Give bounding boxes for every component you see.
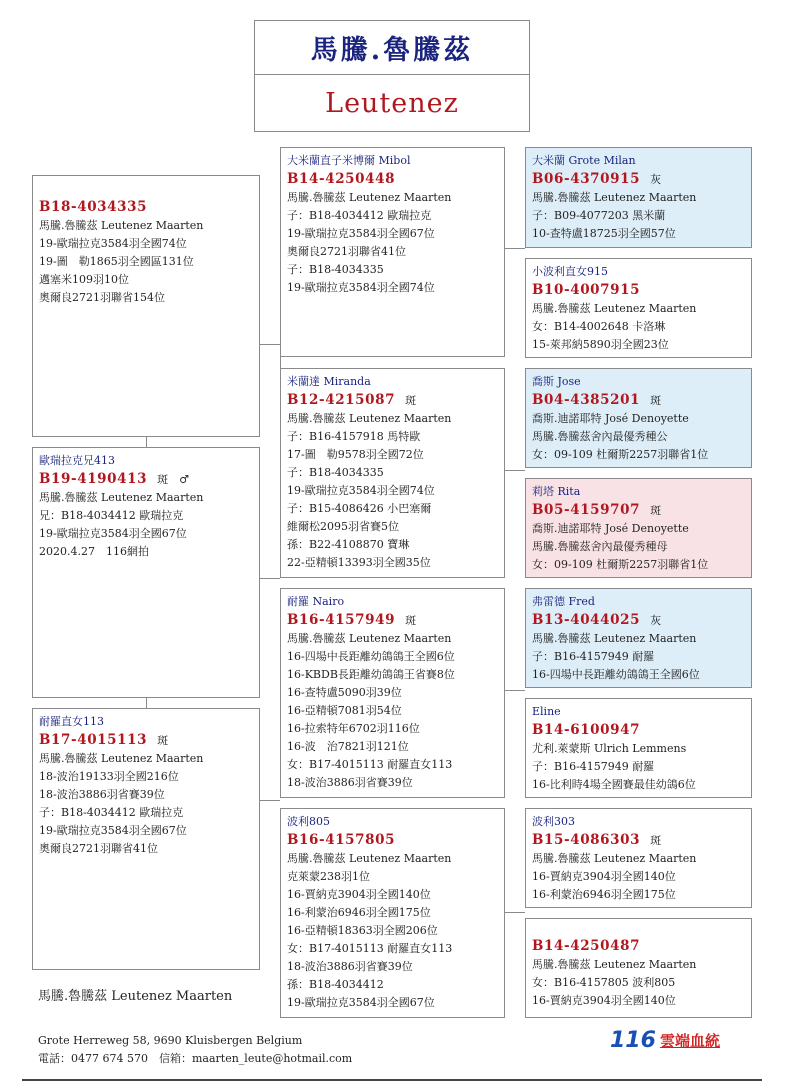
connector-p2-g <box>505 470 525 471</box>
info-line: 18-波治3886羽省賽39位 <box>39 788 165 801</box>
info-line: 馬騰.魯騰茲舍內最優秀種公 <box>532 430 668 443</box>
info-line: 兄：B18-4034412 歐瑞拉克 <box>39 509 184 522</box>
info-line: 17-圖 勒9578羽全國72位 <box>287 448 424 461</box>
pedigree-card-subject-bottom <box>32 708 260 970</box>
connector-p3-g <box>505 690 525 691</box>
contact-block <box>38 1032 352 1068</box>
pigeon-name: 莉塔 Rita <box>532 485 581 498</box>
footer-divider <box>22 1079 762 1081</box>
pedigree-card-grand-8 <box>525 918 752 1018</box>
pigeon-name: 波利303 <box>532 815 575 828</box>
pigeon-name: 耐羅直女113 <box>39 715 104 728</box>
info-line: 女：B17-4015113 耐羅直女113 <box>287 942 453 955</box>
ring-number: B12-4215087 斑 <box>287 392 417 408</box>
info-line: 16-拉索特年6702羽116位 <box>287 722 420 735</box>
pedigree-card-parent-1 <box>280 147 505 357</box>
info-line: 喬斯.迪諾耶特 José Denoyette <box>532 412 689 425</box>
loft-name-english: Leutenez <box>325 88 459 119</box>
pigeon-name: 歐瑞拉克兄413 <box>39 454 115 467</box>
info-line: 馬騰.魯騰茲 Leutenez Maarten <box>287 191 452 204</box>
ring-number: B04-4385201 斑 <box>532 392 662 408</box>
info-line: 馬騰.魯騰茲 Leutenez Maarten <box>532 958 697 971</box>
pigeon-name: 波利805 <box>287 815 330 828</box>
pedigree-card-parent-2 <box>280 368 505 578</box>
info-line: 子：B09-4077203 黑米蘭 <box>532 209 666 222</box>
info-line: 16-KBDB長距離幼鴿鴿王省賽8位 <box>287 668 455 681</box>
info-line: 19-歐瑞拉克3584羽全國74位 <box>287 484 435 497</box>
info-line: 馬騰.魯騰茲 Leutenez Maarten <box>532 191 697 204</box>
pigeon-name: 小波利直女915 <box>532 265 608 278</box>
info-line: 16-利蒙治6946羽全國175位 <box>532 888 676 901</box>
loft-name-chinese: 馬騰.魯騰茲 <box>255 21 529 75</box>
info-line: 馬騰.魯騰茲 Leutenez Maarten <box>532 632 697 645</box>
pigeon-name: 大米蘭 Grote Milan <box>532 154 636 167</box>
connector-p1-g <box>505 248 525 249</box>
info-line: 子：B18-4034412 歐瑞拉克 <box>287 209 432 222</box>
address-line: Grote Herreweg 58, 9690 Kluisbergen Belgium <box>38 1034 303 1047</box>
info-line: 22-亞精頓13393羽全國35位 <box>287 556 431 569</box>
ring-number: B14-4250487 <box>532 938 641 954</box>
pigeon-name: 喬斯 Jose <box>532 375 581 388</box>
info-line: 19-歐瑞拉克3584羽全國67位 <box>39 527 187 540</box>
contact-line: 電話：0477 674 570 信箱：maarten_leute@hotmail.com <box>38 1052 353 1065</box>
info-line: 19-歐瑞拉克3584羽全國74位 <box>287 281 435 294</box>
info-line: 孫：B18-4034412 <box>287 978 384 991</box>
info-line: 16-賈納克3904羽全國140位 <box>287 888 431 901</box>
info-line: 馬騰.魯騰茲舍內最優秀種母 <box>532 540 668 553</box>
connector-bot-p3 <box>259 578 280 579</box>
pigeon-name: 大米蘭直子米博爾 Mibol <box>287 154 411 167</box>
pedigree-card-parent-4 <box>280 808 505 1018</box>
info-line: 尤利.萊蒙斯 Ulrich Lemmens <box>532 742 687 755</box>
info-line: 子：B18-4034412 歐瑞拉克 <box>39 806 184 819</box>
pedigree-card-subject-mid <box>32 447 260 698</box>
info-line: 子：B16-4157949 耐羅 <box>532 760 655 773</box>
info-line: 19-歐瑞拉克3584羽全國74位 <box>39 237 187 250</box>
ring-number: B17-4015113 斑 <box>39 732 169 748</box>
info-line: 克萊蒙238羽1位 <box>287 870 370 883</box>
ring-number: B14-6100947 <box>532 722 641 738</box>
info-line: 馬騰.魯騰茲 Leutenez Maarten <box>39 752 204 765</box>
info-line: 馬騰.魯騰茲 Leutenez Maarten <box>287 852 452 865</box>
owner-name: 馬騰.魯騰茲 Leutenez Maarten <box>38 989 233 1004</box>
info-line: 馬騰.魯騰茲 Leutenez Maarten <box>532 302 697 315</box>
pedigree-card-subject-top <box>32 175 260 437</box>
info-line: 16-四場中長距離幼鴿鴿王全國6位 <box>532 668 700 681</box>
ring-number: B16-4157805 <box>287 832 396 848</box>
info-line: 女：B17-4015113 耐羅直女113 <box>287 758 453 771</box>
pigeon-name: 耐羅 Nairo <box>287 595 345 608</box>
info-line: 邁塞米109羽10位 <box>39 273 129 286</box>
info-line: 2020.4.27 116網拍 <box>39 545 149 558</box>
info-line: 18-波治3886羽省賽39位 <box>287 776 413 789</box>
info-line: 16-亞精頓18363羽全國206位 <box>287 924 438 937</box>
ring-number: B18-4034335 <box>39 199 148 215</box>
info-line: 16-利蒙治6946羽全國175位 <box>287 906 431 919</box>
info-line: 子：B18-4034335 <box>287 466 384 479</box>
ring-number: B15-4086303 斑 <box>532 832 662 848</box>
info-line: 16-亞精頓7081羽54位 <box>287 704 402 717</box>
pedigree-card-grand-2 <box>525 258 752 358</box>
info-line: 馬騰.魯騰茲 Leutenez Maarten <box>39 491 204 504</box>
info-line: 16-賈納克3904羽全國140位 <box>532 870 676 883</box>
info-line: 馬騰.魯騰茲 Leutenez Maarten <box>39 219 204 232</box>
connector-p4-g <box>505 912 525 913</box>
info-line: 19-歐瑞拉克3584羽全國67位 <box>287 996 435 1009</box>
info-line: 奧爾良2721羽聯省41位 <box>39 842 158 855</box>
info-line: 16-四場中長距離幼鴿鴿王全國6位 <box>287 650 455 663</box>
pedigree-card-grand-7 <box>525 808 752 908</box>
info-line: 16-比利時4場全國賽最佳幼鴿6位 <box>532 778 696 791</box>
info-line: 馬騰.魯騰茲 Leutenez Maarten <box>532 852 697 865</box>
connector-bot-p4 <box>259 800 280 801</box>
ring-number: B10-4007915 <box>532 282 641 298</box>
connector-top-p1 <box>259 344 280 345</box>
ring-number: B13-4044025 灰 <box>532 612 662 628</box>
pedigree-card-grand-4 <box>525 478 752 578</box>
info-line: 女：B14-4002648 卡洛琳 <box>532 320 666 333</box>
info-line: 維爾松2095羽省賽5位 <box>287 520 399 533</box>
info-line: 16-波 治7821羽121位 <box>287 740 409 753</box>
info-line: 16-查特盧5090羽39位 <box>287 686 402 699</box>
pedigree-card-grand-6 <box>525 698 752 798</box>
ring-number: B14-4250448 <box>287 171 396 187</box>
info-line: 女：09-109 杜爾斯2257羽聯省1位 <box>532 558 709 571</box>
ring-number: B06-4370915 灰 <box>532 171 662 187</box>
info-line: 奧爾良2721羽聯省41位 <box>287 245 406 258</box>
info-line: 16-賈納克3904羽全國140位 <box>532 994 676 1007</box>
info-line: 10-查特盧18725羽全國57位 <box>532 227 676 240</box>
logo-number: 116 <box>610 1028 656 1053</box>
info-line: 喬斯.迪諾耶特 José Denoyette <box>532 522 689 535</box>
info-line: 19-歐瑞拉克3584羽全國67位 <box>287 227 435 240</box>
info-line: 子：B15-4086426 小巴塞爾 <box>287 502 432 515</box>
info-line: 15-萊邦納5890羽全國23位 <box>532 338 669 351</box>
info-line: 子：B16-4157949 耐羅 <box>532 650 655 663</box>
connector-subject-bottom <box>146 698 147 708</box>
ring-number: B16-4157949 斑 <box>287 612 417 628</box>
info-line: 女：B16-4157805 波利805 <box>532 976 676 989</box>
info-line: 子：B16-4157918 馬特歐 <box>287 430 421 443</box>
pedigree-card-grand-5 <box>525 588 752 688</box>
info-line: 19-歐瑞拉克3584羽全國67位 <box>39 824 187 837</box>
info-line: 馬騰.魯騰茲 Leutenez Maarten <box>287 632 452 645</box>
site-logo <box>610 1028 720 1053</box>
info-line: 奧爾良2721羽聯省154位 <box>39 291 165 304</box>
connector-subject-top <box>146 437 147 447</box>
pedigree-card-parent-3 <box>280 588 505 798</box>
info-line: 孫：B22-4108870 寶琳 <box>287 538 410 551</box>
pigeon-name: 弗雷德 Fred <box>532 595 595 608</box>
info-line: 18-波治19133羽全國216位 <box>39 770 179 783</box>
info-line: 馬騰.魯騰茲 Leutenez Maarten <box>287 412 452 425</box>
logo-text: 雲端血統 <box>659 1032 720 1050</box>
ring-number: B05-4159707 斑 <box>532 502 662 518</box>
pigeon-name: Eline <box>532 705 561 718</box>
pigeon-name: 米蘭達 Miranda <box>287 375 371 388</box>
ring-number: B19-4190413 斑 ♂ <box>39 471 190 487</box>
pedigree-header <box>254 20 530 132</box>
info-line: 子：B18-4034335 <box>287 263 384 276</box>
info-line: 19-圖 勒1865羽全國區131位 <box>39 255 194 268</box>
info-line: 女：09-109 杜爾斯2257羽聯省1位 <box>532 448 709 461</box>
pedigree-card-grand-1 <box>525 147 752 248</box>
pedigree-card-grand-3 <box>525 368 752 468</box>
info-line: 18-波治3886羽省賽39位 <box>287 960 413 973</box>
